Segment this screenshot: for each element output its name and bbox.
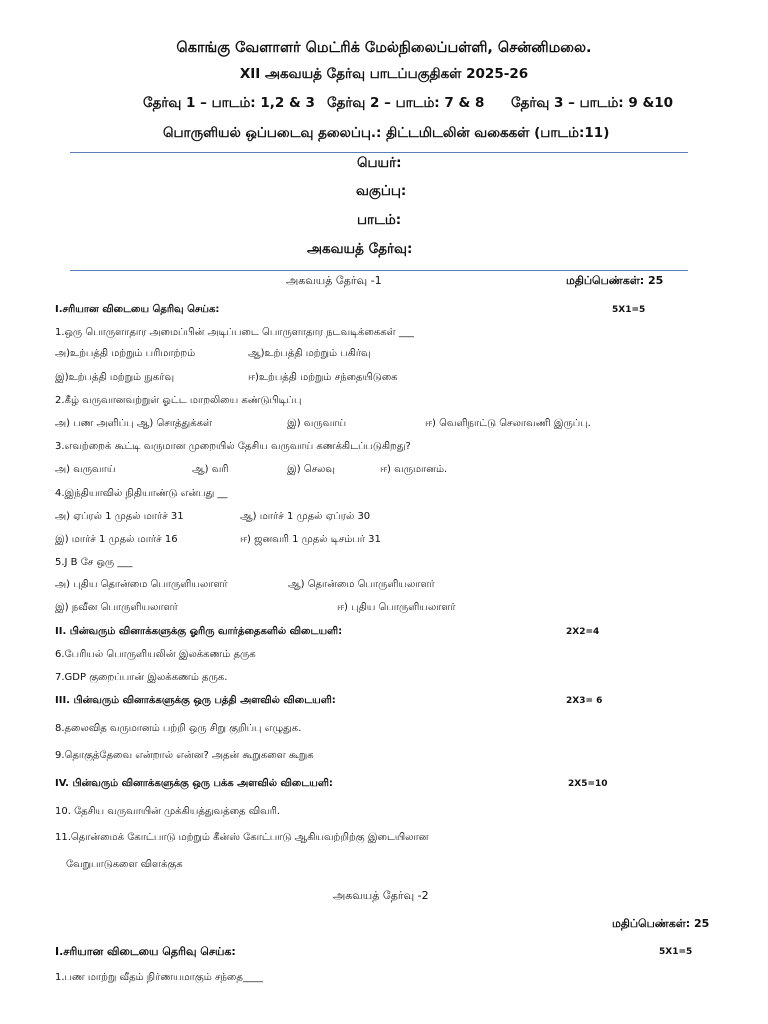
question-7: 7.GDP குறைப்பான் இலக்கணம் தருக. bbox=[55, 672, 228, 683]
question-3: 3.எவற்றைக் கூட்டி வருமான முறையில் தேசிய வருவாய் கணக்கிடப்படுகிறது? bbox=[55, 441, 411, 452]
q1-option-a: அ)உற்பத்தி மற்றும் பரிமாற்றம் bbox=[55, 348, 196, 359]
section-2-marks: 2X2=4 bbox=[566, 627, 600, 637]
q2-option-c: இ) வருவாய் bbox=[287, 418, 347, 429]
q4-option-d: ஈ) ஜனவரி 1 முதல் டிசம்பர் 31 bbox=[240, 534, 381, 545]
section-1-marks: 5X1=5 bbox=[612, 305, 646, 315]
field-subject: பாடம்: bbox=[357, 212, 402, 228]
question-9: 9.தொகுத்தேவை என்றால் என்ன? அதன் கூறுகளை கூறுக bbox=[55, 750, 314, 761]
question-10: 10. தேசிய வருவாயின் முக்கியத்துவத்தை விவரி. bbox=[55, 806, 281, 817]
question-1: 1.ஒரு பொருளாதார அமைப்பின் அடிப்படை பொருளாதார நடவடிக்கைகள் ___ bbox=[55, 327, 414, 338]
q4-option-a: அ) ஏப்ரல் 1 முதல் மார்ச் 31 bbox=[55, 511, 184, 522]
test2-marks: மதிப்பெண்கள்: 25 bbox=[612, 917, 710, 930]
question-5: 5.J B சே ஒரு ___ bbox=[55, 557, 133, 568]
question-2: 2.கீழ் வருவானவற்றுள் ஓட்ட மாறலியை கண்டுபிடிப்பு bbox=[55, 395, 302, 406]
section-2-heading: II. பின்வரும் வினாக்களுக்கு ஓரிரு வார்த்தைகளில் விடையளி: bbox=[55, 626, 343, 637]
exam-title: XII அகவயத் தேர்வு பாடப்பகுதிகள் 2025-26 bbox=[239, 66, 529, 82]
question-4: 4.இந்தியாவில் நிதியாண்டு என்பது __ bbox=[55, 488, 228, 499]
q5-option-a: அ) புதிய தொன்மை பொருளியலாளர் bbox=[55, 579, 228, 590]
field-class: வகுப்பு: bbox=[356, 183, 407, 199]
test2-title: அகவயத் தேர்வு -2 bbox=[333, 889, 429, 902]
test2-question-1: 1.பண மாற்று வீதம் நிர்ணயமாகும் சந்தை____ bbox=[55, 972, 263, 983]
divider-middle bbox=[70, 270, 688, 271]
question-11: 11.தொன்மைக் கோட்பாடு மற்றும் கீன்ஸ் கோட்பாடு ஆகியவற்றிற்கு இடையிலான bbox=[55, 832, 429, 843]
test2-syllabus: தேர்வு 2 – பாடம்: 7 & 8 bbox=[327, 95, 485, 111]
divider-top bbox=[70, 152, 688, 153]
q3-option-a: அ) வருவாய் bbox=[55, 464, 116, 475]
test2-section-1-marks: 5X1=5 bbox=[659, 947, 693, 957]
q3-option-c: இ) செலவு bbox=[287, 464, 335, 475]
q2-option-ab: அ) பண அளிப்பு ஆ) சொத்துக்கள் bbox=[55, 418, 213, 429]
field-exam: அகவயத் தேர்வு: bbox=[307, 241, 413, 257]
q5-option-d: ஈ) புதிய பொருளியலாளர் bbox=[337, 602, 456, 613]
section-1-heading: I.சரியான விடையை தெரிவு செய்க: bbox=[55, 304, 220, 315]
test3-syllabus: தேர்வு 3 – பாடம்: 9 &10 bbox=[511, 95, 674, 111]
q4-option-b: ஆ) மார்ச் 1 முதல் ஏப்ரல் 30 bbox=[240, 511, 371, 522]
q1-option-c: இ)உற்பத்தி மற்றும் நுகர்வு bbox=[55, 372, 175, 383]
q3-option-d: ஈ) வருமானம். bbox=[380, 464, 448, 475]
q5-option-b: ஆ) தொன்மை பொருளியலாளர் bbox=[288, 579, 435, 590]
q1-option-d: ஈ)உற்பத்தி மற்றும் சந்தையிடுகை bbox=[248, 372, 398, 383]
test1-marks: மதிப்பெண்கள்: 25 bbox=[566, 274, 664, 287]
test1-syllabus: தேர்வு 1 – பாடம்: 1,2 & 3 bbox=[143, 95, 315, 111]
question-6: 6.பேரியல் பொருளியலின் இலக்கணம் தருக bbox=[55, 649, 256, 660]
q2-option-d: ஈ) வெளிநாட்டு செலாவணி இருப்பு. bbox=[425, 418, 591, 429]
q3-option-b: ஆ) வரி bbox=[192, 464, 229, 475]
section-4-marks: 2X5=10 bbox=[568, 779, 608, 789]
test1-title: அகவயத் தேர்வு -1 bbox=[286, 274, 382, 287]
assignment-subject: பொருளியல் ஒப்படைவு தலைப்பு.: திட்டமிடலின் வகைகள் (பாடம்:11) bbox=[163, 125, 610, 141]
field-name: பெயர்: bbox=[357, 155, 402, 171]
section-4-heading: IV. பின்வரும் வினாக்களுக்கு ஒரு பக்க அளவில் விடையளி: bbox=[55, 778, 333, 789]
q5-option-c: இ) நவீன பொருளியலாளர் bbox=[55, 602, 178, 613]
question-11-continued: வேறுபாடுகளை விளக்குக bbox=[66, 859, 183, 870]
school-name: கொங்கு வேளாளர் மெட்ரிக் மேல்நிலைப்பள்ளி, சென்னிமலை. bbox=[176, 40, 592, 56]
test2-section-1-heading: I.சரியான விடையை தெரிவு செய்க: bbox=[55, 945, 236, 958]
section-3-marks: 2X3= 6 bbox=[566, 696, 603, 706]
section-3-heading: III. பின்வரும் வினாக்களுக்கு ஒரு பத்தி அளவில் விடையளி: bbox=[55, 695, 336, 706]
question-8: 8.தலைவித வருமானம் பற்றி ஒரு சிறு குறிப்பு எழுதுக. bbox=[55, 723, 302, 734]
q1-option-b: ஆ)உற்பத்தி மற்றும் பகிர்வு bbox=[248, 348, 371, 359]
q4-option-c: இ) மார்ச் 1 முதல் மார்ச் 16 bbox=[55, 534, 178, 545]
